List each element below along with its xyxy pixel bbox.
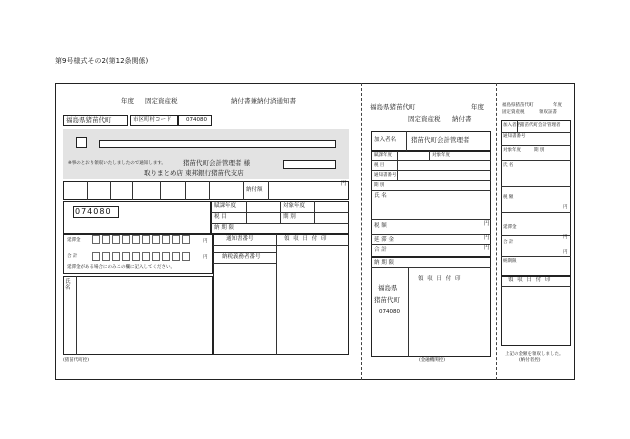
right-h2 [501,145,571,146]
right-doc: 領収証書 [539,110,557,115]
mid-footer: (金融機関控) [419,358,446,363]
mid-tax-amount: 税 額 [374,223,387,229]
name-v [76,276,77,355]
left-municipality: 福島県猪苗代町 [66,116,112,124]
tax-item-label: 税 目 [214,214,227,220]
mid-v2 [429,151,430,160]
right-late-fee: 延滞金 [503,225,517,230]
amount-div-3 [132,181,133,200]
mid-due: 納 期 限 [374,260,394,266]
notice-no-label: 通知書番号 [226,236,254,242]
stamp-h2 [213,252,276,253]
right-h6 [501,235,571,236]
right-due: 納期限 [503,259,517,264]
right-stamp-h [501,286,571,287]
taxpayer-no-label: 納税義務者番号 [222,254,261,260]
mid-stamp-code: 074080 [379,309,400,315]
right-h4 [501,186,571,187]
total-yen: 円 [203,255,208,260]
mid-stamp-h1 [371,267,491,268]
right-tax-amount: 税 額 [503,195,514,200]
amount-label: 納付額 [246,187,263,193]
info-v3 [314,201,315,223]
mid-period: 期 別 [374,183,385,188]
left-footer: (猪苗代町控) [63,358,90,363]
right-total: 合 計 [503,240,514,245]
perforation-1 [361,83,362,380]
right-note: 上記の金額を領収しました。 [505,352,564,357]
stamp-h1 [213,245,349,246]
mid-doc: 納付書 [452,115,472,123]
right-member-value: 猪苗代町会計管理者 [520,123,561,128]
perforation-2 [496,83,497,380]
right-target-year: 対象年度 [503,148,521,153]
mid-stamp-grid [371,257,491,357]
mid-h1 [371,160,491,161]
amount-div-5 [185,181,186,200]
amount-div-4 [160,181,161,200]
info-h2 [211,223,349,224]
amount-div-6 [209,181,210,200]
mid-h5 [371,219,491,220]
name-area [63,276,213,355]
fiscal-year-label: 賦課年度 [214,203,237,209]
mid-stamp-line2: 猪苗代町 [374,296,400,304]
mid-h4 [371,190,491,191]
right-period: 期 別 [534,148,545,153]
address-field[interactable] [99,140,336,148]
info-v2 [280,201,281,223]
amount-div-7 [243,181,244,200]
bank: 取りまとめ店 東邦銀行猪苗代支店 [144,169,244,177]
period-label: 期 別 [283,214,296,220]
mid-v1 [397,151,398,181]
right-h5 [501,212,571,213]
mid-total: 合 計 [374,247,387,253]
mid-late-yen: 円 [484,235,490,241]
payee: 猪苗代町会計管理者 様 [183,159,251,167]
late-note: 延滞金がある場合にのみこの欄に記入してください。 [67,265,175,270]
late-fee-yen: 円 [203,239,208,244]
right-h3 [501,160,571,161]
left-year: 年度 [121,97,134,105]
right-h1 [501,132,571,133]
right-late-yen: 円 [563,235,568,240]
code-value: 074080 [186,117,207,123]
mid-member-label: 加入者名 [374,137,397,143]
right-tax-yen: 円 [563,205,568,210]
mid-municipality: 福島県猪苗代町 [370,103,416,111]
mid-notice-no: 通知書番号 [374,173,397,178]
code-big: 074080 [75,207,112,216]
mid-total-yen: 円 [484,245,490,251]
mid-h6 [371,234,491,235]
late-fee-label: 延滞金 [67,238,81,243]
info-v1 [246,201,247,223]
mid-target-year: 対象年度 [432,153,450,158]
mid-h2 [371,170,491,171]
mid-name: 氏 名 [374,193,387,199]
right-total-yen: 円 [563,250,568,255]
mid-receipt-stamp: 領 収 日 付 印 [418,276,462,282]
mid-late-fee: 延 滞 金 [374,237,394,243]
member-v [406,131,407,151]
mid-h3 [371,180,491,181]
right-notice-no: 通知書番号 [503,134,526,139]
right-receipt-stamp: 領 収 日 付 印 [508,277,552,283]
left-tax-title: 固定資産税 [145,97,178,105]
amount-div-8 [268,181,269,200]
target-year-label: 対象年度 [283,203,306,209]
right-municipality: 福島県猪苗代町 [502,103,534,108]
right-tax: 固定資産税 [502,110,525,115]
checkbox[interactable] [76,137,87,148]
amount-div-2 [110,181,111,200]
mid-tax: 固定資産税 [408,115,441,123]
right-h7 [501,256,571,257]
code-label: 市区町村コード [133,117,172,123]
amount-yen: 円 [341,181,347,187]
mid-year: 年度 [471,103,484,111]
stamp-h3 [213,263,276,264]
amount-div-1 [87,181,88,200]
right-footer: (納付者控) [519,358,541,363]
form-number: 第9号様式その2(第12条関係) [55,57,149,65]
mid-tax-yen: 円 [484,221,490,227]
right-name: 氏 名 [503,163,514,168]
small-field[interactable] [283,160,336,169]
mid-stamp-line1: 福島県 [378,284,398,292]
right-year: 年度 [553,103,562,108]
right-member-label: 加入者名 [503,123,521,128]
total-label: 合 計 [67,254,78,259]
mid-h7 [371,244,491,245]
stamp-v [276,234,277,355]
left-receipt-stamp: 領 収 日 付 印 [284,236,328,242]
amount-row [63,181,349,200]
request-text: ※事のとおり領収いたしましたので通知します。 [68,161,166,166]
name-label: 氏名 [65,279,71,291]
mid-stamp-v [408,267,409,357]
mid-tax-item: 税 目 [374,163,385,168]
mid-member-value: 猪苗代町会計管理者 [411,136,470,144]
left-notice-title: 納付書兼納付済通知書 [231,97,296,105]
due-label: 納 期 限 [214,225,234,231]
mid-fiscal-year: 賦課年度 [374,153,392,158]
